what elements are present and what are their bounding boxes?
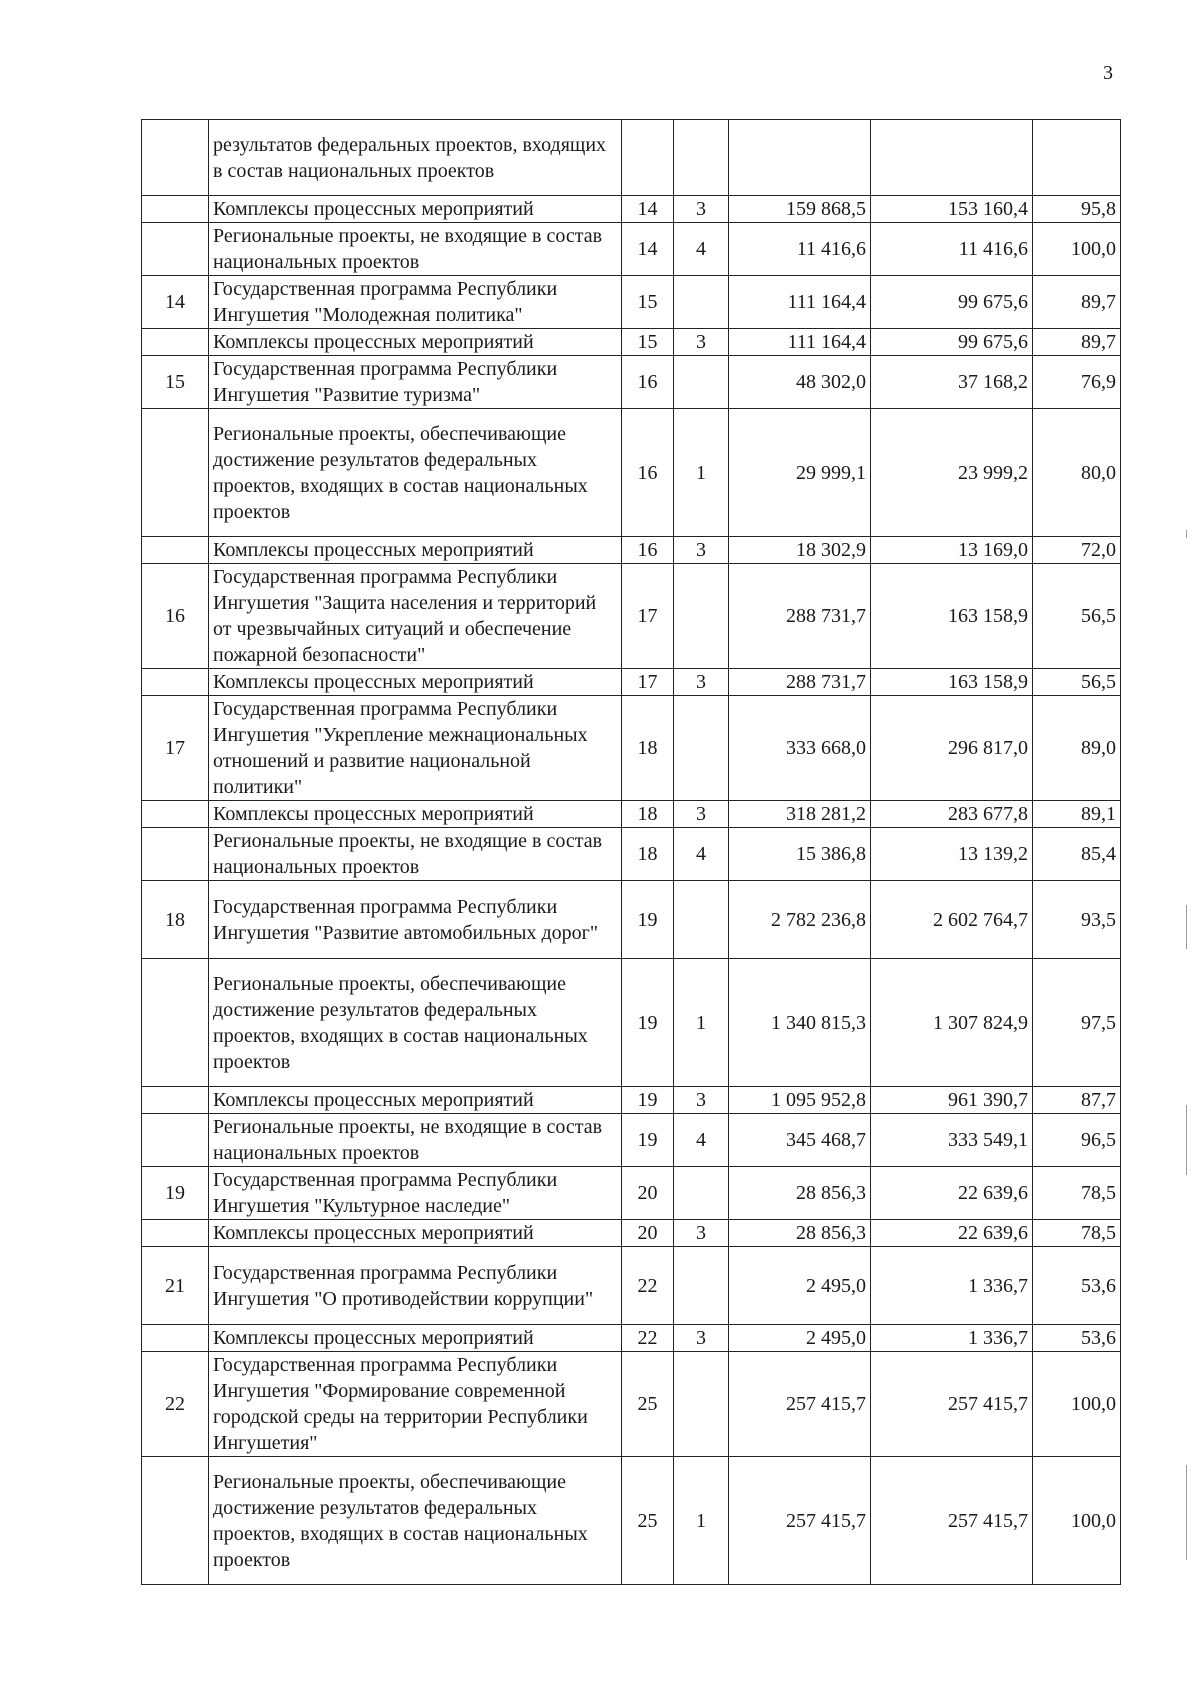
code: 18 bbox=[622, 696, 674, 801]
planned-amount: 48 302,0 bbox=[729, 356, 871, 409]
page-number: 3 bbox=[1103, 62, 1113, 84]
table-row bbox=[142, 959, 1121, 1087]
code: 19 bbox=[622, 1114, 674, 1167]
code: 16 bbox=[622, 537, 674, 564]
sub-code: 3 bbox=[674, 1325, 729, 1352]
code: 19 bbox=[622, 881, 674, 959]
program-name: Комплексы процессных мероприятий bbox=[209, 196, 622, 223]
sub-code: 3 bbox=[674, 329, 729, 356]
table-row bbox=[142, 1247, 1121, 1325]
code: 17 bbox=[622, 564, 674, 669]
execution-percent: 80,0 bbox=[1033, 409, 1121, 537]
sub-code: 1 bbox=[674, 959, 729, 1087]
sub-code bbox=[674, 356, 729, 409]
sub-code bbox=[674, 120, 729, 196]
row-number: 14 bbox=[142, 276, 209, 329]
code: 15 bbox=[622, 276, 674, 329]
program-name: Государственная программа Республики Ингушетия "Развитие автомобильных дорог" bbox=[209, 881, 622, 959]
actual-amount: 13 169,0 bbox=[871, 537, 1033, 564]
actual-amount: 1 307 824,9 bbox=[871, 959, 1033, 1087]
row-number bbox=[142, 120, 209, 196]
actual-amount: 11 416,6 bbox=[871, 223, 1033, 276]
table-row bbox=[142, 120, 1121, 196]
program-name: Региональные проекты, не входящие в состав национальных проектов bbox=[209, 828, 622, 881]
row-number bbox=[142, 1457, 209, 1585]
actual-amount: 99 675,6 bbox=[871, 329, 1033, 356]
execution-percent: 76,9 bbox=[1033, 356, 1121, 409]
row-number: 15 bbox=[142, 356, 209, 409]
table-row bbox=[142, 1325, 1121, 1352]
table-row bbox=[142, 1220, 1121, 1247]
execution-percent bbox=[1033, 120, 1121, 196]
code: 19 bbox=[622, 959, 674, 1087]
planned-amount: 11 416,6 bbox=[729, 223, 871, 276]
actual-amount: 1 336,7 bbox=[871, 1247, 1033, 1325]
execution-percent: 89,0 bbox=[1033, 696, 1121, 801]
row-number bbox=[142, 537, 209, 564]
execution-percent: 85,4 bbox=[1033, 828, 1121, 881]
table-row bbox=[142, 1167, 1121, 1220]
sub-code bbox=[674, 881, 729, 959]
row-number bbox=[142, 1325, 209, 1352]
code: 15 bbox=[622, 329, 674, 356]
actual-amount: 23 999,2 bbox=[871, 409, 1033, 537]
program-name: результатов федеральных проектов, входящих в состав национальных проектов bbox=[209, 120, 622, 196]
code: 22 bbox=[622, 1325, 674, 1352]
actual-amount: 296 817,0 bbox=[871, 696, 1033, 801]
program-name: Региональные проекты, обеспечивающие достижение результатов федеральных проектов, входящих в состав национальных проектов bbox=[209, 409, 622, 537]
sub-code: 1 bbox=[674, 1457, 729, 1585]
code: 20 bbox=[622, 1220, 674, 1247]
sub-code bbox=[674, 1352, 729, 1457]
planned-amount: 288 731,7 bbox=[729, 564, 871, 669]
planned-amount: 333 668,0 bbox=[729, 696, 871, 801]
program-name: Государственная программа Республики Ингушетия "О противодействии коррупции" bbox=[209, 1247, 622, 1325]
program-name: Региональные проекты, не входящие в состав национальных проектов bbox=[209, 223, 622, 276]
row-number bbox=[142, 329, 209, 356]
sub-code bbox=[674, 1167, 729, 1220]
execution-percent: 53,6 bbox=[1033, 1247, 1121, 1325]
program-name: Государственная программа Республики Ингушетия "Формирование современной городской среды на территории Республики Ингушетия" bbox=[209, 1352, 622, 1457]
row-number: 21 bbox=[142, 1247, 209, 1325]
sub-code: 3 bbox=[674, 196, 729, 223]
actual-amount: 22 639,6 bbox=[871, 1220, 1033, 1247]
program-name: Государственная программа Республики Ингушетия "Развитие туризма" bbox=[209, 356, 622, 409]
execution-percent: 100,0 bbox=[1033, 1352, 1121, 1457]
scan-artifact bbox=[1186, 530, 1187, 538]
code bbox=[622, 120, 674, 196]
actual-amount: 163 158,9 bbox=[871, 564, 1033, 669]
program-name: Региональные проекты, обеспечивающие достижение результатов федеральных проектов, входящих в состав национальных проектов bbox=[209, 959, 622, 1087]
sub-code bbox=[674, 564, 729, 669]
sub-code: 3 bbox=[674, 801, 729, 828]
scan-artifact bbox=[1186, 905, 1187, 949]
planned-amount: 2 495,0 bbox=[729, 1247, 871, 1325]
row-number bbox=[142, 959, 209, 1087]
actual-amount: 37 168,2 bbox=[871, 356, 1033, 409]
execution-percent: 89,1 bbox=[1033, 801, 1121, 828]
execution-percent: 97,5 bbox=[1033, 959, 1121, 1087]
execution-percent: 78,5 bbox=[1033, 1167, 1121, 1220]
table-row bbox=[142, 1352, 1121, 1457]
actual-amount: 22 639,6 bbox=[871, 1167, 1033, 1220]
table-row bbox=[142, 329, 1121, 356]
table-row bbox=[142, 696, 1121, 801]
sub-code: 3 bbox=[674, 669, 729, 696]
row-number bbox=[142, 801, 209, 828]
row-number bbox=[142, 1087, 209, 1114]
code: 25 bbox=[622, 1352, 674, 1457]
program-name: Региональные проекты, обеспечивающие достижение результатов федеральных проектов, входящих в состав национальных проектов bbox=[209, 1457, 622, 1585]
sub-code: 3 bbox=[674, 1220, 729, 1247]
scan-artifact bbox=[1186, 1465, 1187, 1560]
execution-percent: 95,8 bbox=[1033, 196, 1121, 223]
row-number: 22 bbox=[142, 1352, 209, 1457]
actual-amount: 153 160,4 bbox=[871, 196, 1033, 223]
table-row bbox=[142, 1087, 1121, 1114]
table-row bbox=[142, 276, 1121, 329]
table-row bbox=[142, 409, 1121, 537]
table-row bbox=[142, 801, 1121, 828]
sub-code: 1 bbox=[674, 409, 729, 537]
actual-amount: 333 549,1 bbox=[871, 1114, 1033, 1167]
program-name: Комплексы процессных мероприятий bbox=[209, 1220, 622, 1247]
execution-percent: 72,0 bbox=[1033, 537, 1121, 564]
table-row bbox=[142, 564, 1121, 669]
planned-amount: 111 164,4 bbox=[729, 276, 871, 329]
program-name: Государственная программа Республики Ингушетия "Укрепление межнациональных отношений и развитие национальной политики" bbox=[209, 696, 622, 801]
code: 19 bbox=[622, 1087, 674, 1114]
sub-code bbox=[674, 1247, 729, 1325]
sub-code: 4 bbox=[674, 223, 729, 276]
planned-amount: 29 999,1 bbox=[729, 409, 871, 537]
execution-percent: 78,5 bbox=[1033, 1220, 1121, 1247]
planned-amount: 1 340 815,3 bbox=[729, 959, 871, 1087]
planned-amount: 2 782 236,8 bbox=[729, 881, 871, 959]
table-row bbox=[142, 223, 1121, 276]
row-number: 19 bbox=[142, 1167, 209, 1220]
planned-amount: 159 868,5 bbox=[729, 196, 871, 223]
row-number bbox=[142, 409, 209, 537]
sub-code: 3 bbox=[674, 537, 729, 564]
row-number: 17 bbox=[142, 696, 209, 801]
row-number bbox=[142, 1220, 209, 1247]
program-name: Комплексы процессных мероприятий bbox=[209, 1087, 622, 1114]
program-name: Государственная программа Республики Ингушетия "Защита населения и территорий от чрезвычайных ситуаций и обеспечение пожарной безопасности" bbox=[209, 564, 622, 669]
program-name: Комплексы процессных мероприятий bbox=[209, 801, 622, 828]
actual-amount: 163 158,9 bbox=[871, 669, 1033, 696]
budget-execution-table bbox=[141, 119, 1121, 1585]
actual-amount: 257 415,7 bbox=[871, 1457, 1033, 1585]
row-number bbox=[142, 669, 209, 696]
code: 14 bbox=[622, 223, 674, 276]
row-number: 18 bbox=[142, 881, 209, 959]
code: 16 bbox=[622, 409, 674, 537]
table-row bbox=[142, 1457, 1121, 1585]
code: 18 bbox=[622, 828, 674, 881]
actual-amount: 283 677,8 bbox=[871, 801, 1033, 828]
actual-amount: 961 390,7 bbox=[871, 1087, 1033, 1114]
planned-amount: 1 095 952,8 bbox=[729, 1087, 871, 1114]
code: 14 bbox=[622, 196, 674, 223]
code: 16 bbox=[622, 356, 674, 409]
table-row bbox=[142, 196, 1121, 223]
planned-amount: 2 495,0 bbox=[729, 1325, 871, 1352]
planned-amount: 318 281,2 bbox=[729, 801, 871, 828]
program-name: Комплексы процессных мероприятий bbox=[209, 329, 622, 356]
execution-percent: 89,7 bbox=[1033, 276, 1121, 329]
sub-code bbox=[674, 696, 729, 801]
row-number bbox=[142, 1114, 209, 1167]
actual-amount: 99 675,6 bbox=[871, 276, 1033, 329]
sub-code: 3 bbox=[674, 1087, 729, 1114]
code: 25 bbox=[622, 1457, 674, 1585]
program-name: Государственная программа Республики Ингушетия "Культурное наследие" bbox=[209, 1167, 622, 1220]
table-row bbox=[142, 881, 1121, 959]
planned-amount: 345 468,7 bbox=[729, 1114, 871, 1167]
execution-percent: 87,7 bbox=[1033, 1087, 1121, 1114]
sub-code bbox=[674, 276, 729, 329]
planned-amount bbox=[729, 120, 871, 196]
planned-amount: 111 164,4 bbox=[729, 329, 871, 356]
actual-amount: 2 602 764,7 bbox=[871, 881, 1033, 959]
planned-amount: 18 302,9 bbox=[729, 537, 871, 564]
execution-percent: 100,0 bbox=[1033, 223, 1121, 276]
table-row bbox=[142, 356, 1121, 409]
actual-amount: 13 139,2 bbox=[871, 828, 1033, 881]
table-row bbox=[142, 537, 1121, 564]
execution-percent: 93,5 bbox=[1033, 881, 1121, 959]
code: 20 bbox=[622, 1167, 674, 1220]
sub-code: 4 bbox=[674, 1114, 729, 1167]
program-name: Комплексы процессных мероприятий bbox=[209, 669, 622, 696]
planned-amount: 28 856,3 bbox=[729, 1220, 871, 1247]
row-number bbox=[142, 828, 209, 881]
planned-amount: 288 731,7 bbox=[729, 669, 871, 696]
program-name: Комплексы процессных мероприятий bbox=[209, 1325, 622, 1352]
actual-amount: 257 415,7 bbox=[871, 1352, 1033, 1457]
execution-percent: 56,5 bbox=[1033, 564, 1121, 669]
planned-amount: 257 415,7 bbox=[729, 1352, 871, 1457]
row-number: 16 bbox=[142, 564, 209, 669]
table-body bbox=[142, 120, 1121, 1585]
execution-percent: 96,5 bbox=[1033, 1114, 1121, 1167]
row-number bbox=[142, 223, 209, 276]
table-row bbox=[142, 828, 1121, 881]
execution-percent: 56,5 bbox=[1033, 669, 1121, 696]
code: 22 bbox=[622, 1247, 674, 1325]
scan-artifact bbox=[1186, 1105, 1187, 1175]
code: 17 bbox=[622, 669, 674, 696]
table-row bbox=[142, 669, 1121, 696]
sub-code: 4 bbox=[674, 828, 729, 881]
actual-amount bbox=[871, 120, 1033, 196]
program-name: Региональные проекты, не входящие в состав национальных проектов bbox=[209, 1114, 622, 1167]
table-row bbox=[142, 1114, 1121, 1167]
program-name: Комплексы процессных мероприятий bbox=[209, 537, 622, 564]
planned-amount: 15 386,8 bbox=[729, 828, 871, 881]
actual-amount: 1 336,7 bbox=[871, 1325, 1033, 1352]
planned-amount: 257 415,7 bbox=[729, 1457, 871, 1585]
program-name: Государственная программа Республики Ингушетия "Молодежная политика" bbox=[209, 276, 622, 329]
execution-percent: 89,7 bbox=[1033, 329, 1121, 356]
execution-percent: 100,0 bbox=[1033, 1457, 1121, 1585]
code: 18 bbox=[622, 801, 674, 828]
planned-amount: 28 856,3 bbox=[729, 1167, 871, 1220]
row-number bbox=[142, 196, 209, 223]
execution-percent: 53,6 bbox=[1033, 1325, 1121, 1352]
